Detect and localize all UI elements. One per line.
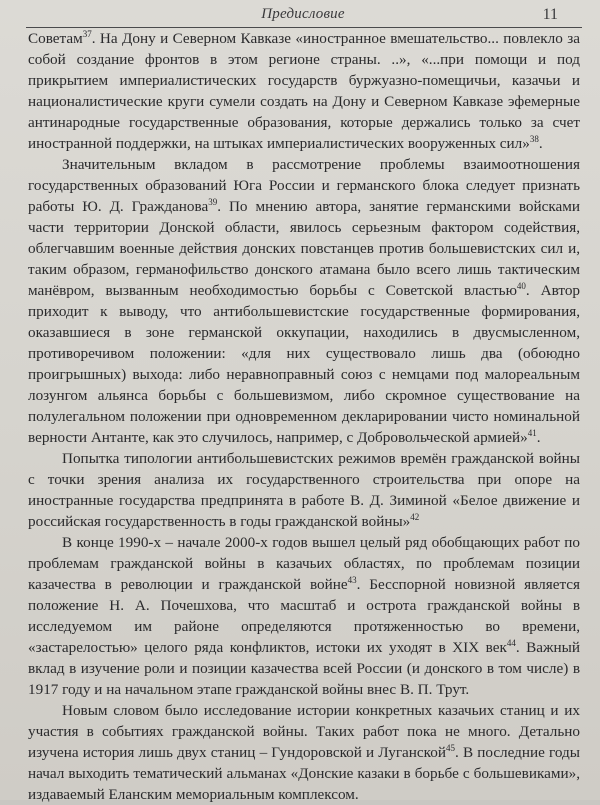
text-run: . (538, 135, 543, 152)
text-run: . В последние годы начал выходить тематический альманах «Донские казаки в борьбе с большевиками», издаваемый Еланским мемориальным комплексом. (28, 744, 580, 803)
paragraph-3 (28, 448, 580, 532)
footnote-marker: 43 (347, 575, 357, 585)
running-title: Предисловие (261, 6, 345, 22)
footnote-marker: 45 (446, 743, 455, 753)
footnote-marker: 37 (82, 29, 92, 39)
page-body (28, 28, 580, 805)
footnote-marker: 39 (208, 197, 218, 207)
text-run: В конце 1990-х – начале 2000-х годов вышел целый ряд обобщающих работ по проблемам гражданской войны в казачьих областях, по проблемам позиции казачества в революции и гражданской войне (28, 534, 580, 593)
text-run: . По мнению автора, занятие германскими войсками части территории Донской области, явилось серьезным фактором содействия, облегчавшим военные действия донских повстанцев против большевистских сил и, таким образом, германофильство донского атамана было всего лишь тактическим манёвром, вызванным необходимостью борьбы с Советской властью (28, 198, 580, 299)
paragraph-5 (28, 700, 580, 805)
footnote-marker: 40 (516, 281, 526, 291)
footnote-marker: 42 (410, 512, 420, 522)
text-run: Советам (28, 30, 83, 47)
paragraph-1 (28, 28, 580, 154)
text-run: . Автор приходит к выводу, что антибольшевистские государственные формирования, оказавшиеся в зоне германской оккупации, находились в двусмысленном, противоречивом положении: «для них существовало лишь два (обоюдно проигрышных) выхода: либо неравноправный союз с немцами под малореальным лозунгом альянса борьбы с большевизмом, либо скромное существование на полулегальном положении при одновременном декларировании чисто номинальной верности Антанте, как это случилось, например, с Добровольческой армией» (28, 282, 581, 446)
page-number: 11 (542, 6, 558, 23)
text-run: Попытка типологии антибольшевистских режимов времён гражданской войны с точки зрения анализа их государственного строительства при опоре на иностранные государства предпринята в работе В. Д. Зиминой «Белое движение и российская государственность в годы гражданской войны» (28, 450, 580, 530)
paragraph-2 (28, 154, 580, 448)
footnote-marker: 38 (529, 134, 539, 144)
paragraph-4 (28, 532, 580, 700)
text-run: . Важный вклад в изучение роли и позиции казачества всей России (и донского в том числе) в 1917 году и на начальном этапе гражданской войны внес В. П. Трут. (28, 639, 580, 698)
footnote-marker: 41 (527, 428, 537, 438)
text-run: . (536, 429, 541, 446)
text-run: Новым словом было исследование истории конкретных казачьих станиц и их участия в событиях гражданской войны. Таких работ пока не много. Детально изучена история лишь двух станиц – Гундоровской и Луганской (28, 702, 580, 761)
page-header (26, 6, 580, 28)
text-run: . Бесспорной новизной является положение Н. А. Почешхова, что масштаб и острота гражданской войны в исследуемом им районе определяются протяженностью во времени, «застарелостью» целого ряда конфликтов, истоки их уходят в XIX век (28, 576, 580, 656)
text-run: Значительным вкладом в рассмотрение проблемы взаимоотношения государственных образований Юга России и германского блока следует признать работы Ю. Д. Гражданова (28, 156, 580, 215)
text-run: . На Дону и Северном Кавказе «иностранное вмешательство... повлекло за собой создание фронтов в этом регионе страны. ..», «...при помощи и под прикрытием империалистических государств буржуазно-помещичьи, казачьи и националистические круги сумели создать на Дону и Северном Кавказе эфемерные антинародные государственные образования, которые держались только за счет иностранной поддержки, на штыках империалистических вооруженных сил» (28, 30, 580, 152)
footnote-marker: 44 (506, 638, 516, 648)
